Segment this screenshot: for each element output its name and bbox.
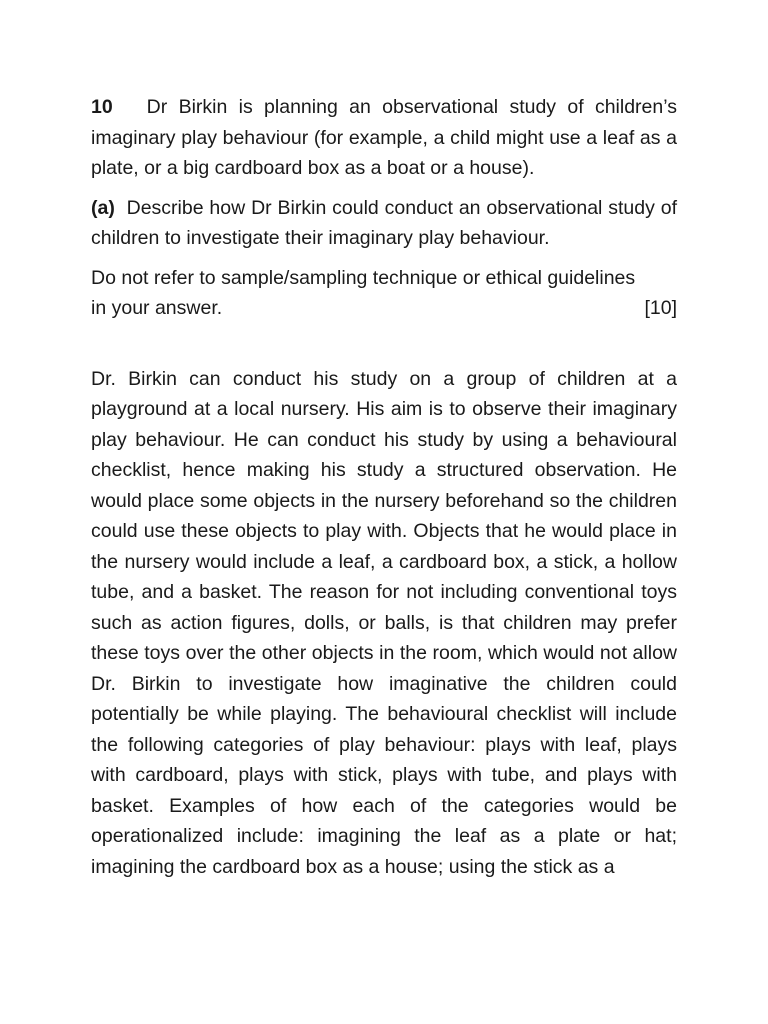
question-part-a [91,193,677,254]
instruction-line-2 [91,293,677,324]
instruction-line-1: Do not refer to sample/sampling technique or ethical guidelines [91,266,636,289]
question-stem [91,92,677,184]
document-page [91,92,677,882]
instruction-end: in your answer. [91,297,223,319]
answer-paragraph: Dr. Birkin can conduct his study on a group of children at a playground at a local nursery. His aim is to observe their imaginary play behaviour. He can conduct his study by using a behavioural checklist, hence making his study a structured observation. He would place some objects in the nursery beforehand so the children could use these objects to play with. Objects that he would place in the nursery would include a leaf, a cardboard box, a stick, a hollow tube, and a basket. The reason for not including conventional toys such as action figures, dolls, or balls, is that children may prefer these toys over the other objects in the room, which would not allow Dr. Birkin to investigate how imaginative the children could potentially be while playing. The behavioural checklist will include the following categories of play behaviour: plays with leaf, plays with cardboard, plays with stick, plays with tube, and plays with basket. Examples of how each of the categories would be operationalized include: imagining the leaf as a plate or hat; imagining the cardboard box as a house; using the stick as a [91,367,677,878]
part-a-text: Describe how Dr Birkin could conduct an observational study of children to investigate their imaginary play behaviour. [91,196,678,249]
question-instruction [91,263,677,324]
question-number: 10 [91,96,113,118]
question-stem-text: Dr Birkin is planning an observational study of children’s imaginary play behaviour (for example, a child might use a leaf as a plate, or a big cardboard box as a boat or a house). [91,96,677,179]
part-label: (a) [91,196,115,219]
marks-allocation: [10] [644,297,677,319]
